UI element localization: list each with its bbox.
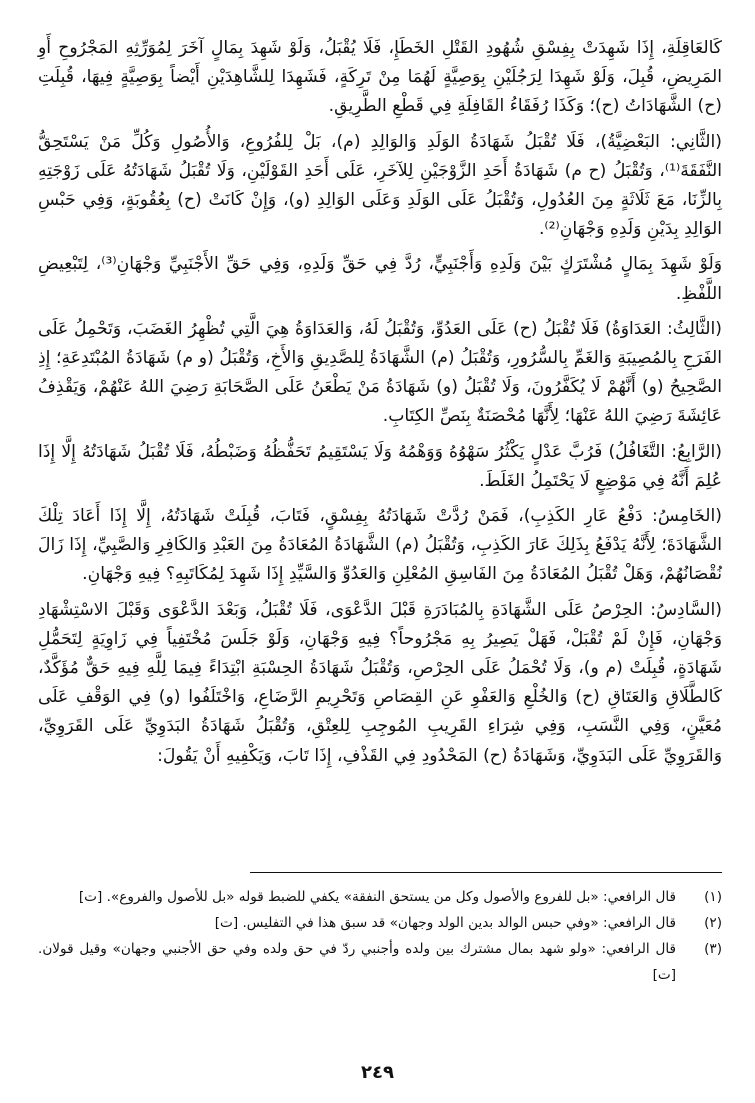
footnote-text: قال الرافعي: «وفي حبس الوالد بدين الولد وجهان» قد سبق هذا في التفليس. [ت] xyxy=(214,915,676,931)
page-body xyxy=(38,34,722,777)
footnotes xyxy=(38,884,722,988)
paragraph-sixth-eagerness: (السَّادِسُ: الحِرْصُ عَلَى الشَّهَادَةِ بِالمُبَادَرَةِ قَبْلَ الدَّعْوَى، فَلَا تُقْبَلُ، وَبَعْدَ الدَّعْوَى وَقَبْلَ الاسْتِشْهَادِ وَجْهَانِ، فَإِنْ لَمْ تُقْبَلْ، فَهَلْ يَصِيرُ بِهِ مَجْرُوحاً؟ فِيهِ وَجْهَانِ، وَلَوْ جَلَسَ مُخْتَفِياً فِي زَاوِيَةٍ لِتَحَمُّلِ شَهَادَةٍ، قُبِلَتْ (م و)، وَلَا تُحْمَلُ عَلَى الحِرْصِ، وَتُقْبَلُ شَهَادَةُ الحِسْبَةِ ابْتِدَاءً فِيمَا لِلَّهِ فِيهِ حَقٌّ مُؤَكَّدٌ، كَالطَّلَاقِ وَالعَتَاقِ (ح) وَالخُلْعِ وَالعَفْوِ عَنِ القِصَاصِ وَتَحْرِيمِ الرَّضَاعِ، وَاخْتَلَفُوا (و) فِي الوَقْفِ عَلَى مُعَيَّنٍ، وَفِي النَّسَبِ، وَفِي شِرَاءِ القَرِيبِ المُوجِبِ لِلعِتْقِ، وَتُقْبَلُ شَهَادَةُ البَدَوِيِّ عَلَى القَرَوِيِّ، وَالقَرَوِيِّ عَلَى البَدَوِيِّ، وَشَهَادَةُ (ح) المَحْدُودِ فِي القَذْفِ، إِذَا تَابَ، وَيَكْفِيهِ أَنْ يَقُولَ: xyxy=(38,599,722,766)
footnote-number: (١) xyxy=(704,889,722,905)
footnote-3 xyxy=(38,936,722,988)
page-number: ٢٤٩ xyxy=(361,1062,394,1083)
paragraph-continuation: كَالعَاقِلَةِ، إِذَا شَهِدَتْ بِفِسْقِ شُهُودِ القَتْلِ الخَطَإِ، فَلَا يُقْبَلُ، وَلَوْ شَهِدَ بِمَالٍ آخَرَ لِمُوَرِّثِهِ المَجْرُوحِ أَوِ المَرِيضِ، قُبِلَ، وَلَوْ شَهِدَا لِرَجُلَيْنِ بِوَصِيَّةٍ لَهُمَا مِنْ تَرِكَةٍ، فَشَهِدَا لِلشَّاهِدَيْنِ أَيْضاً بِوَصِيَّةٍ فِيهَا، قُبِلَتِ (ح) الشَّهَادَاتُ (ح)؛ وَكَذَا رُفَقَاءُ القَافِلَةِ فِي قَطْعِ الطَّرِيقِ. xyxy=(38,38,722,117)
paragraph-second-kinship: (الثَّانِي: البَعْضِيَّةُ)، فَلَا تُقْبَلُ شَهَادَةُ الوَلَدِ وَالوَالِدِ (م)، بَلْ لِلفُرُوعِ، وَالأُصُولِ وَكُلِّ مَنْ يَسْتَحِقُّ النَّفَقَةَ⁽¹⁾، وَتُقْبَلُ (ح م) شَهَادَةُ أَحَدِ الزَّوْجَيْنِ لِلآخَرِ، عَلَى أَحَدِ القَوْلَيْنِ، وَلَا تُقْبَلُ شَهَادَتُهُ عَلَى زَوْجَتِهِ بِالزِّنَا، مَعَ ثَلَاثَةٍ مِنَ العُدُولِ، وَتُقْبَلُ عَلَى الوَلَدِ وَعَلَى الوَالِدِ (و)، وَإِنْ كَانَتْ (ح) بِعُقُوبَةٍ، وَفِي حَبْسِ الوَالِدِ بِدَيْنِ وَلَدِهِ وَجْهَانِ⁽²⁾. xyxy=(38,131,722,240)
footnote-number: (٣) xyxy=(704,941,722,957)
footnote-divider xyxy=(250,872,722,873)
footnote-1 xyxy=(38,884,722,910)
main-text xyxy=(38,34,722,771)
footnote-2 xyxy=(38,910,722,936)
paragraph-fourth-negligence: (الرَّابِعُ: التَّغَافُلُ) فَرُبَّ عَدْلٍ يَكْثُرُ سَهْوُهُ وَوَهْمُهُ وَلَا يَسْتَقِيمُ تَحَفُّظُهُ وَضَبْطُهُ، فَلَا تُقْبَلُ شَهَادَتُهُ إِلَّا إِذَا عُلِمَ أَنَّهُ فِي مَوْضِعٍ لَا يَحْتَمِلُ الغَلَطَ. xyxy=(38,441,722,491)
paragraph-fifth-lying: (الخَامِسُ: دَفْعُ عَارِ الكَذِبِ)، فَمَنْ رُدَّتْ شَهَادَتُهُ بِفِسْقٍ، فَتَابَ، قُبِلَتْ شَهَادَتُهُ، إِلَّا إِذَا أَعَادَ تِلْكَ الشَّهَادَةَ؛ لِأَنَّهُ يَدْفَعُ بِذَلِكَ عَارَ الكَذِبِ، وَتُقْبَلُ (م) الشَّهَادَةُ المُعَادَةُ مِنَ العَبْدِ وَالكَافِرِ وَالصَّبِيِّ، إِذَا زَالَ نُقْصَانُهُمْ، وَهَلْ تُقْبَلُ المُعَادَةُ مِنَ الفَاسِقِ المُعْلِنِ وَالعَدُوِّ وَالسَّيِّدِ إِذَا شَهِدَ لِمُكَاتَبِهِ؟ فِيهِ وَجْهَانِ. xyxy=(38,506,722,585)
footnote-text: قال الرافعي: «ولو شهد بمال مشترك بين ولده وأجنبي ردّ في حق ولده وفي حق الأجنبي وجهان» وقيل قولان. [ت] xyxy=(38,941,676,983)
footnote-number: (٢) xyxy=(704,915,722,931)
footnote-text: قال الرافعي: «بل للفروع والأصول وكل من يستحق النفقة» يكفي للضبط قوله «بل للأصول والفروع». [ت] xyxy=(78,889,676,905)
paragraph-third-enmity: (الثَّالِثُ: العَدَاوَةُ) فَلَا تُقْبَلُ (ح) عَلَى العَدُوِّ، وَتُقْبَلُ لَهُ، وَالعَدَاوَةُ هِيَ الَّتِي تُظْهِرُ الغَضَبَ، وَتَحْمِلُ عَلَى الفَرَحِ بِالمُصِيبَةِ وَالغَمِّ بِالسُّرُورِ، وَتُقْبَلُ (م) الشَّهَادَةُ لِلصَّدِيقِ وَالأَخِ، وَتُقْبَلُ (و م) شَهَادَةُ المُبْتَدِعَةِ؛ إِذِ الصَّحِيحُ (و) أَنَّهُمْ لَا يُكَفَّرُونَ، وَلَا تُقْبَلُ (و) شَهَادَةُ مَنْ يَطْعَنُ عَلَى الصَّحَابَةِ رَضِيَ اللهُ عَنْهُمْ، وَيَقْذِفُ عَائِشَةَ رَضِيَ اللهُ عَنْهَا؛ لِأَنَّهَا مُحْصَنَةٌ بِنَصِّ الكِتَابِ. xyxy=(38,318,722,427)
paragraph-shared-property: وَلَوْ شَهِدَ بِمَالٍ مُشْتَرَكٍ بَيْنَ وَلَدِهِ وَأَجْنَبِيٍّ، رُدَّ فِي حَقِّ وَلَدِهِ، وَفِي حَقِّ الأَجْنَبِيِّ وَجْهَانِ⁽³⁾، لِتَبْعِيضِ اللَّفْظِ. xyxy=(38,254,722,304)
